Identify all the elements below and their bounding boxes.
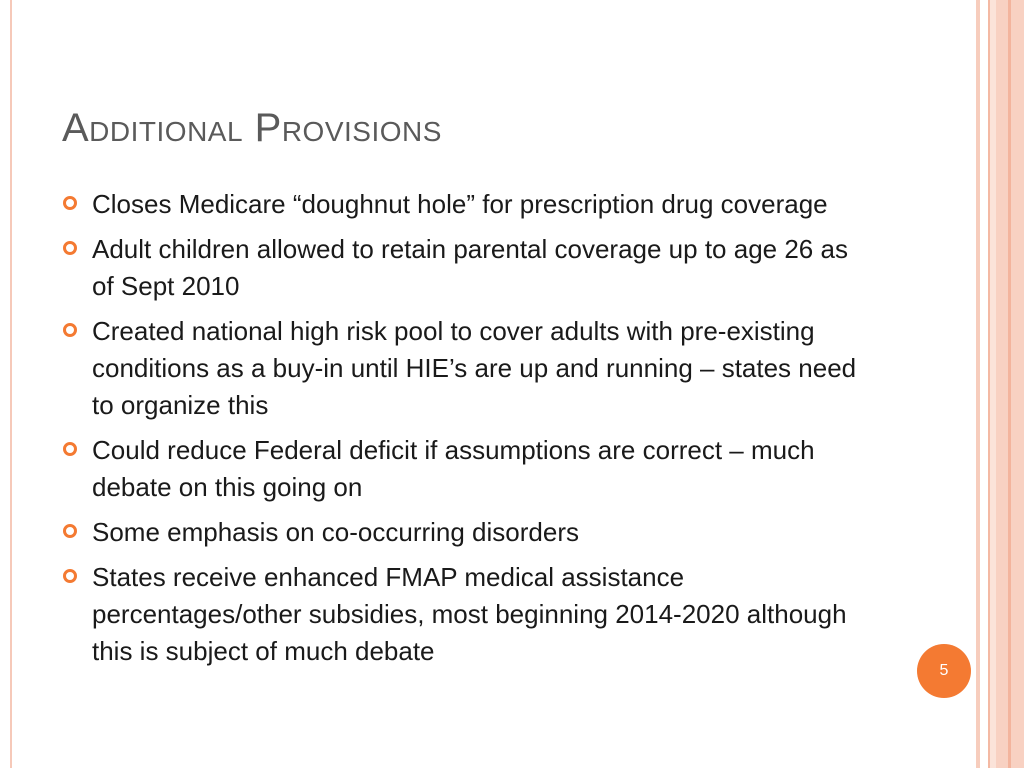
bullet-item: [62, 514, 872, 551]
bullet-text: Could reduce Federal deficit if assumptions are correct – much debate on this going on: [92, 435, 815, 502]
circle-bullet-icon: [63, 569, 77, 583]
bullet-text: States receive enhanced FMAP medical assistance percentages/other subsidies, most beginning 2014-2020 although this is subject of much debate: [92, 562, 847, 666]
bullet-item: [62, 432, 872, 506]
circle-bullet-icon: [63, 323, 77, 337]
bullet-item: [62, 231, 872, 305]
circle-bullet-icon: [63, 442, 77, 456]
bullet-item: [62, 559, 872, 670]
left-border-line: [10, 0, 12, 768]
bullet-item: [62, 313, 872, 424]
circle-bullet-icon: [63, 241, 77, 255]
circle-bullet-icon: [63, 524, 77, 538]
bullet-item: [62, 186, 872, 223]
bullet-text: Adult children allowed to retain parental coverage up to age 26 as of Sept 2010: [92, 234, 848, 301]
bullet-text: Some emphasis on co-occurring disorders: [92, 517, 579, 547]
page-number-badge: 5: [917, 644, 971, 698]
circle-bullet-icon: [63, 196, 77, 210]
right-border-stripe: [1008, 0, 1011, 768]
bullet-text: Created national high risk pool to cover adults with pre-existing conditions as a buy-in until HIE’s are up and running – states need to organize this: [92, 316, 857, 420]
bullet-text: Closes Medicare “doughnut hole” for prescription drug coverage: [92, 189, 828, 219]
bullet-list: [62, 186, 872, 678]
right-border-gap: [980, 0, 988, 768]
slide-title: Additional Provisions: [62, 106, 442, 150]
